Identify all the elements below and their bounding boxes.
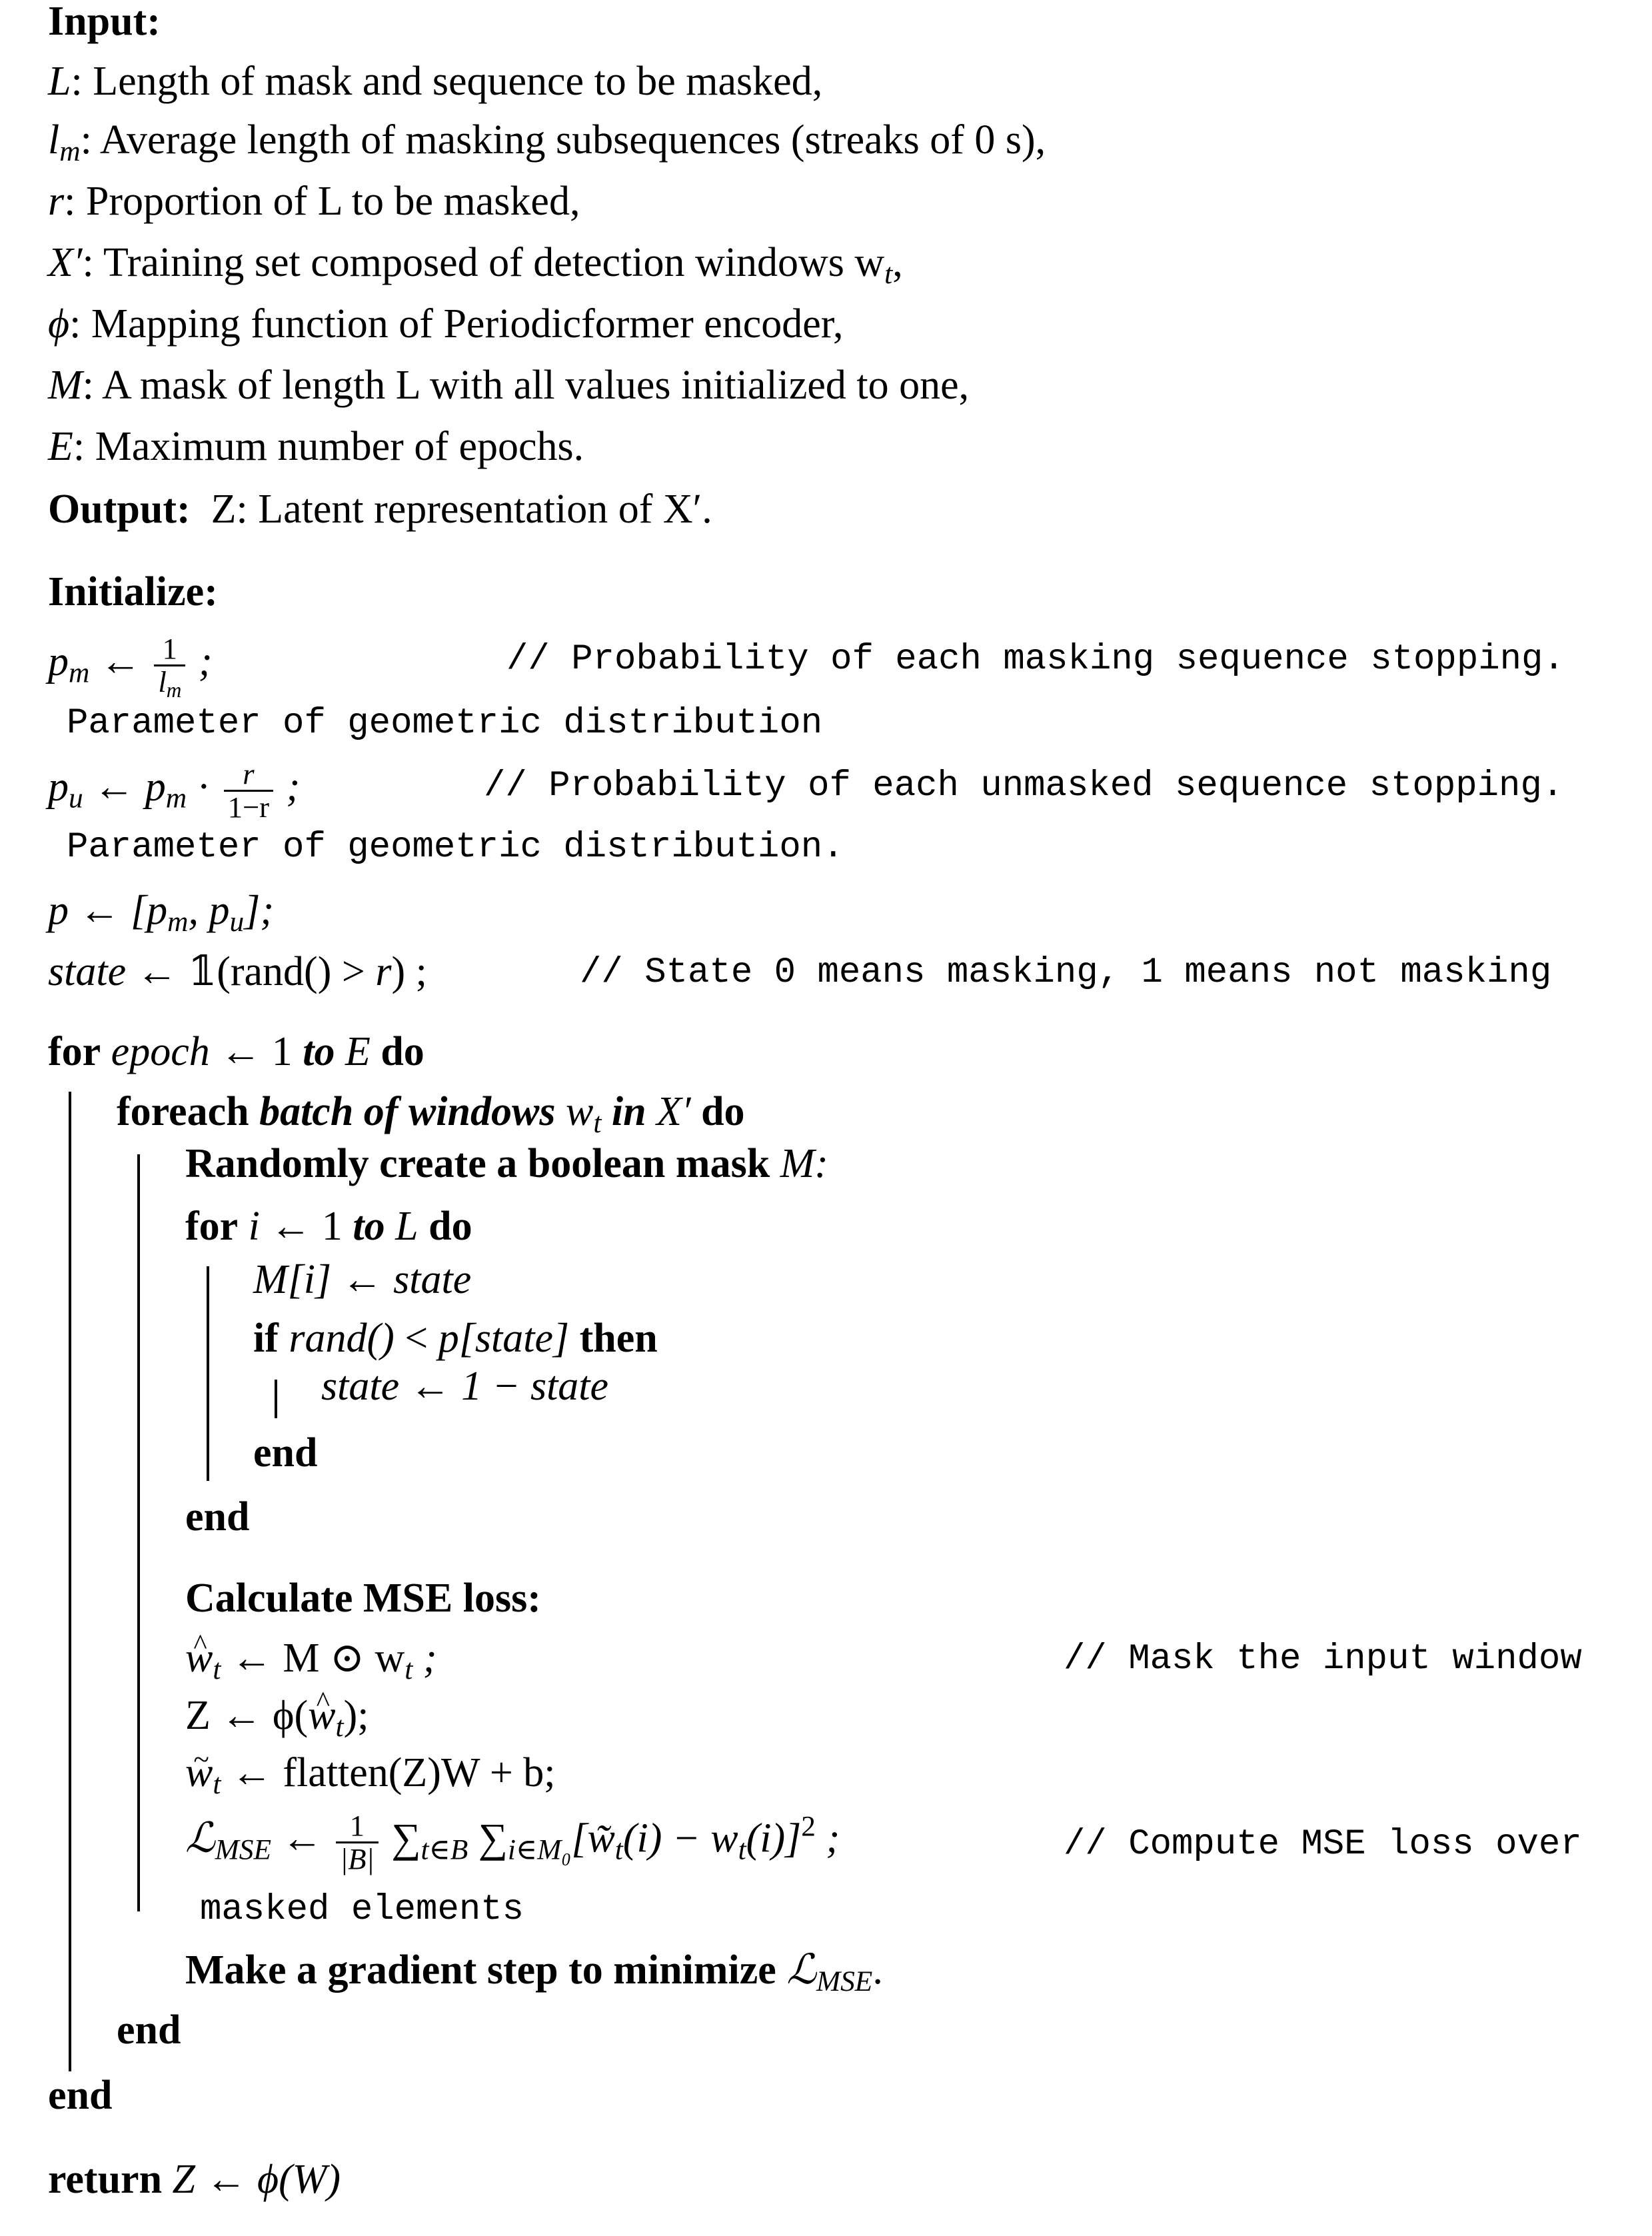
input-desc: : Proportion of L to be masked,	[64, 179, 580, 224]
dot-operator: ·	[197, 764, 211, 810]
training-set: X′	[656, 1089, 691, 1134]
mask-index: M[i]	[253, 1257, 332, 1302]
semicolon: ;	[826, 1815, 840, 1861]
assign-arrow: ←	[93, 764, 135, 810]
epoch-max: E	[345, 1029, 371, 1074]
window-sub: t	[593, 1106, 602, 1139]
foreach-line	[117, 1085, 745, 1138]
w-hat: ^ w	[185, 1632, 213, 1685]
den-sub: m	[166, 678, 182, 702]
indicator-expr: 𝟙(rand() >	[188, 949, 376, 994]
w-sub: t	[738, 1833, 746, 1866]
comment-pu: // Probability of each unmasked sequence stopping.	[484, 766, 1564, 806]
input-desc: : Average length of masking subsequences (streaks of 0 s),	[80, 117, 1046, 163]
indicator-end: ) ;	[391, 949, 427, 994]
input-desc: : Maximum number of epochs.	[73, 424, 584, 469]
tilde-line	[185, 1746, 556, 1799]
state-var: state	[321, 1364, 400, 1409]
input-item-L	[48, 55, 822, 108]
numerator: 1	[154, 633, 185, 666]
hat-line	[185, 1632, 437, 1685]
r-var: r	[375, 949, 392, 994]
init-pu	[48, 758, 300, 823]
state-var: state	[393, 1257, 472, 1302]
assign-mask-line	[253, 1253, 471, 1306]
input-symbol: E	[48, 424, 73, 469]
sum-sub: i∈M₀	[507, 1833, 572, 1866]
end-for-i: end	[185, 1494, 250, 1540]
p-assign-end: ];	[244, 888, 274, 933]
input-desc: : Length of mask and sequence to be masked,	[71, 59, 823, 104]
window-var: w	[566, 1089, 594, 1134]
keyword-if: if	[253, 1316, 279, 1361]
keyword-do: do	[701, 1089, 745, 1134]
input-item-M	[48, 359, 969, 412]
w-sub: t	[213, 1767, 221, 1800]
input-symbol: r	[48, 179, 65, 224]
keyword-do: do	[428, 1204, 472, 1249]
input-symbol-sub: m	[59, 135, 81, 167]
range-start: ← 1	[270, 1204, 343, 1249]
flip-state-line	[321, 1360, 608, 1413]
range-start: ← 1	[220, 1029, 293, 1074]
denominator	[154, 664, 185, 702]
end-if: end	[253, 1430, 318, 1476]
keyword-return: return	[48, 2157, 163, 2202]
encoder-call-end: );	[343, 1693, 369, 1738]
comment-pm-cont: Parameter of geometric distribution	[67, 703, 823, 744]
input-symbol: M	[48, 363, 83, 408]
input-item-r	[48, 175, 580, 228]
fraction	[336, 1810, 379, 1875]
denominator: |B|	[340, 1841, 375, 1875]
keyword-in: in	[611, 1089, 646, 1134]
w-hat: ^ w	[308, 1689, 335, 1742]
loss-body-mid: (i) − w	[622, 1815, 738, 1861]
input-item-E	[48, 420, 584, 473]
return-expr: Z ← ϕ(W)	[172, 2157, 341, 2202]
input-item-phi	[48, 297, 843, 351]
input-symbol: ϕ	[48, 301, 70, 347]
comment-pm: // Probability of each masking sequence stopping.	[506, 639, 1565, 680]
input-desc: : A mask of length L with all values initialized to one,	[82, 363, 970, 408]
i-var: i	[248, 1204, 260, 1249]
period: .	[872, 1947, 883, 1993]
keyword-to: to	[353, 1204, 385, 1249]
loss-sub: MSE	[215, 1833, 272, 1866]
prob-index: p[state]	[438, 1316, 570, 1361]
rand-call: rand()	[289, 1316, 395, 1361]
w-sub: t	[614, 1833, 623, 1866]
for-i-line	[185, 1200, 472, 1253]
loss-body: [w̃	[571, 1815, 615, 1861]
mask-product: ← M ⊙ w	[231, 1636, 405, 1681]
semicolon: ;	[286, 764, 301, 810]
semicolon: ;	[198, 638, 213, 684]
numerator: 1	[336, 1810, 379, 1843]
block-line-if	[275, 1380, 277, 1418]
w-sub: t	[405, 1653, 413, 1685]
assign-arrow: ←	[341, 1257, 383, 1302]
end-for-epoch: end	[48, 2073, 113, 2118]
fraction	[154, 632, 185, 702]
block-line-epoch	[69, 1092, 71, 2071]
comment-loss: // Compute MSE loss over	[1064, 1824, 1582, 1865]
semicolon: ;	[422, 1636, 437, 1681]
init-p	[48, 884, 274, 937]
input-desc: : Training set composed of detection windows w	[82, 240, 885, 285]
pm-symbol: p	[145, 764, 166, 810]
comment-state: // State 0 means masking, 1 means not masking	[580, 952, 1552, 993]
input-heading: Input:	[48, 0, 161, 44]
mask-heading-line	[185, 1137, 828, 1190]
loss-symbol: ℒ	[786, 1947, 816, 1993]
range-max: L	[395, 1204, 418, 1249]
block-line-batch	[137, 1154, 140, 1911]
w-tilde: ~ w	[185, 1746, 213, 1799]
input-symbol: l	[48, 117, 60, 163]
square-exp: 2	[801, 1810, 816, 1843]
p-assign: p ← [p	[48, 888, 168, 933]
pu-sub: u	[229, 905, 245, 938]
pm-sub: m	[167, 905, 189, 938]
init-pm	[48, 632, 213, 702]
pm-sub: m	[165, 782, 187, 814]
if-line	[253, 1312, 658, 1365]
input-sub: t	[884, 257, 893, 290]
w-sub: t	[213, 1653, 221, 1685]
mask-heading: Randomly create a boolean mask	[185, 1141, 770, 1186]
z-line	[185, 1689, 369, 1742]
den-symbol: l	[158, 664, 167, 698]
linear-head: ← flatten(Z)W + b;	[231, 1750, 556, 1795]
return-line	[48, 2153, 341, 2206]
input-item-lm	[48, 113, 1046, 167]
pm-symbol: p	[48, 638, 69, 684]
block-line-inner-for	[207, 1266, 209, 1481]
input-desc: : Mapping function of Periodicformer encoder,	[69, 301, 844, 347]
keyword-for: for	[185, 1204, 239, 1249]
foreach-expr: batch of windows	[259, 1089, 556, 1134]
loss-line	[185, 1810, 840, 1875]
keyword-foreach: foreach	[117, 1089, 249, 1134]
fraction	[224, 758, 273, 823]
assign-arrow: ←	[409, 1364, 451, 1409]
input-tail: ,	[892, 240, 903, 285]
p-assign-mid: , p	[188, 888, 230, 933]
loss-body-end: (i)]	[746, 1815, 802, 1861]
input-symbol: X′	[48, 240, 83, 285]
keyword-then: then	[579, 1316, 658, 1361]
assign-arrow: ←	[136, 949, 178, 994]
pu-symbol: p	[48, 764, 69, 810]
encoder-call: Z ← ϕ(	[185, 1693, 309, 1738]
sum-sub: t∈B	[420, 1833, 468, 1866]
output-heading: Output:	[48, 487, 191, 532]
mse-heading: Calculate MSE loss:	[185, 1576, 541, 1621]
output-line	[48, 483, 712, 536]
denominator: 1−r	[227, 790, 270, 824]
loss-symbol: ℒ	[185, 1815, 215, 1861]
output-text: Z: Latent representation of X′.	[211, 487, 712, 532]
init-state	[48, 945, 427, 998]
mask-symbol: M:	[780, 1141, 828, 1186]
epoch-var: epoch	[111, 1029, 210, 1074]
end-foreach: end	[117, 2007, 181, 2053]
comment-pu-cont: Parameter of geometric distribution.	[67, 827, 844, 868]
input-item-X	[48, 236, 903, 289]
assign-arrow: ←	[281, 1815, 323, 1861]
sum-symbol: ∑	[478, 1815, 508, 1861]
loss-sub: MSE	[816, 1965, 873, 1997]
state-var: state	[48, 949, 127, 994]
sum-symbol: ∑	[391, 1815, 421, 1861]
initialize-heading: Initialize:	[48, 569, 218, 614]
input-symbol: L	[48, 59, 71, 104]
keyword-for: for	[48, 1029, 101, 1074]
pu-sub: u	[69, 782, 83, 814]
comment-mask-input: // Mask the input window	[1064, 1639, 1582, 1679]
less-than: <	[405, 1316, 428, 1361]
grad-step-line	[185, 1943, 883, 1997]
keyword-to: to	[303, 1029, 335, 1074]
keyword-do: do	[381, 1029, 424, 1074]
w-sub: t	[335, 1710, 344, 1743]
flip-expr: 1 − state	[461, 1364, 609, 1409]
for-epoch-line	[48, 1025, 424, 1078]
comment-loss-cont: masked elements	[200, 1889, 524, 1930]
assign-arrow: ←	[99, 638, 141, 684]
numerator: r	[224, 758, 273, 792]
grad-step-text: Make a gradient step to minimize	[185, 1947, 776, 1993]
pm-sub: m	[69, 656, 90, 689]
